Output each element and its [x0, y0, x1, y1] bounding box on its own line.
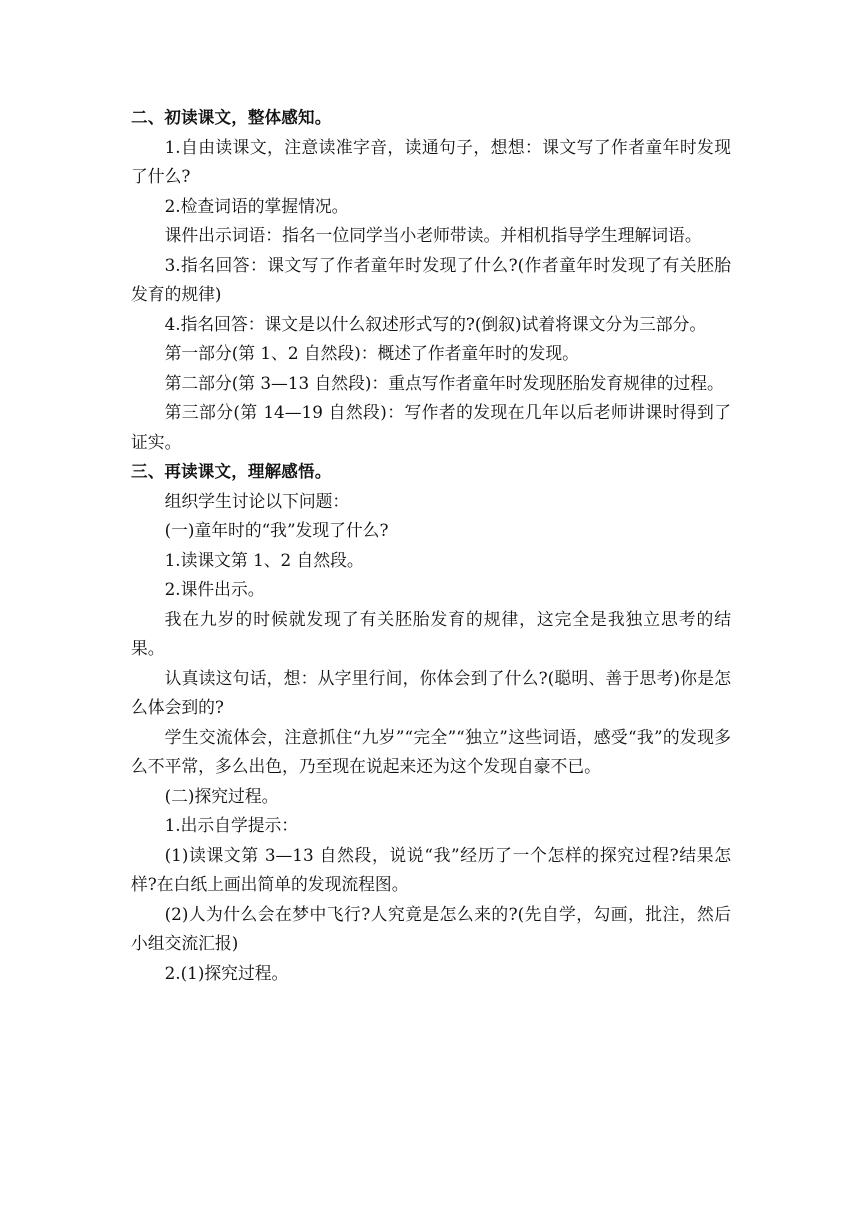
paragraph: 第三部分(第 14—19 自然段)：写作者的发现在几年以后老师讲课时得到了证实。 [131, 402, 731, 452]
paragraph: 1.自由读课文，注意读准字音，读通句子，想想：课文写了作者童年时发现了什么? [131, 136, 731, 186]
paragraph: 1.出示自学提示： [164, 815, 299, 835]
paragraph: (2)人为什么会在梦中飞行?人究竟是怎么来的?(先自学，勾画，批注，然后小组交流汇报) [131, 903, 731, 953]
paragraph: 4.指名回答：课文是以什么叙述形式写的?(倒叙)试着将课文分为三部分。 [164, 313, 707, 334]
paragraph: 1.读课文第 1、2 自然段。 [164, 549, 364, 570]
paragraph: 2.检查词语的掌握情况。 [164, 195, 349, 216]
section-heading-reading-overview: 二、初读课文，整体感知。 [131, 108, 332, 127]
paragraph: 学生交流体会，注意抓住“九岁”“完全”“独立”这些词语，感受“我”的发现多么不平常，多么出色，乃至现在说起来还为这个发现自豪不已。 [131, 726, 731, 776]
paragraph: 组织学生讨论以下问题： [164, 490, 350, 511]
paragraph: 第一部分(第 1、2 自然段)：概述了作者童年时的发现。 [164, 343, 579, 363]
paragraph: (二)探究过程。 [164, 785, 279, 806]
paragraph: 2.(1)探究过程。 [164, 962, 289, 983]
paragraph: 3.指名回答：课文写了作者童年时发现了什么?(作者童年时发现了有关胚胎发育的规律) [131, 254, 731, 304]
paragraph: 第二部分(第 3—13 自然段)：重点写作者童年时发现胚胎发育规律的过程。 [164, 372, 724, 393]
document-body [131, 103, 731, 988]
paragraph: 我在九岁的时候就发现了有关胚胎发育的规律，这完全是我独立思考的结果。 [131, 608, 731, 658]
paragraph: 课件出示词语：指名一位同学当小老师带读。并相机指导学生理解词语。 [164, 225, 702, 245]
section-heading-rereading-understanding: 三、再读课文，理解感悟。 [131, 462, 332, 481]
paragraph: (一)童年时的“我”发现了什么? [164, 520, 389, 540]
paragraph: (1)读课文第 3—13 自然段，说说“我”经历了一个怎样的探究过程?结果怎样?在白纸上画出简单的发现流程图。 [131, 844, 731, 894]
paragraph: 认真读这句话，想：从字里行间，你体会到了什么?(聪明、善于思考)你是怎么体会到的? [131, 667, 731, 717]
paragraph: 2.课件出示。 [164, 579, 265, 599]
